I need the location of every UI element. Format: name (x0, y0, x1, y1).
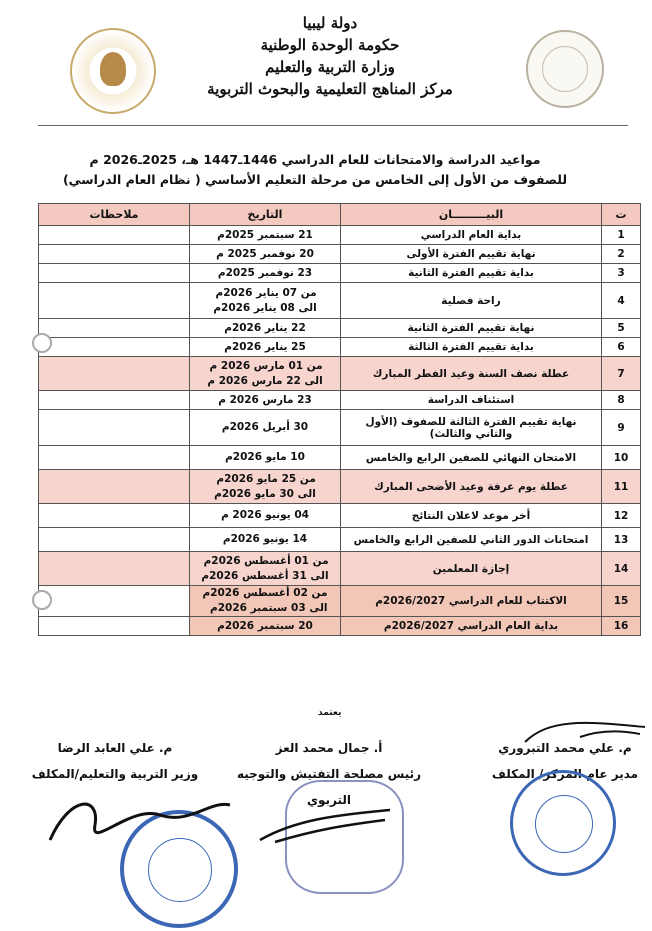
document-title (60, 150, 570, 190)
col-header-date: التاريخ (190, 204, 341, 226)
schedule-table (38, 203, 641, 636)
row-notes (39, 586, 190, 617)
row-number: 5 (602, 319, 641, 338)
row-item: الاكتتاب للعام الدراسي 2026/2027م (341, 586, 602, 617)
date-line: من 01 أغسطس 2026م (203, 554, 329, 567)
table-row (39, 245, 641, 264)
date-line: 21 سبتمبر 2025م (217, 228, 313, 241)
handwritten-signature (40, 785, 240, 855)
letterhead (180, 12, 480, 100)
col-header-notes: ملاحظات (39, 204, 190, 226)
header-line: وزارة التربية والتعليم (265, 58, 395, 76)
table-row (39, 357, 641, 391)
row-notes (39, 617, 190, 636)
row-item: إجازة المعلمين (341, 552, 602, 586)
table-row (39, 617, 641, 636)
punch-hole (32, 333, 52, 353)
row-date (190, 245, 341, 264)
center-stamp (510, 770, 616, 876)
date-line: 23 نوفمبر 2025م (217, 266, 313, 279)
row-date (190, 338, 341, 357)
row-number: 11 (602, 470, 641, 504)
row-date (190, 617, 341, 636)
row-number: 8 (602, 391, 641, 410)
row-notes (39, 283, 190, 319)
row-notes (39, 226, 190, 245)
punch-hole (32, 590, 52, 610)
row-number: 15 (602, 586, 641, 617)
row-number: 2 (602, 245, 641, 264)
title-line-2: للصفوف من الأول إلى الخامس من مرحلة التعليم الأساسي ( نظام العام الدراسي) (62, 172, 568, 187)
signature-block (10, 735, 220, 787)
row-notes (39, 264, 190, 283)
row-notes (39, 357, 190, 391)
row-date (190, 357, 341, 391)
row-item: الامتحان النهائي للصفين الرابع والخامس (341, 446, 602, 470)
date-line: الى 30 مايو 2026م (214, 487, 316, 500)
table-row (39, 504, 641, 528)
row-date (190, 504, 341, 528)
row-number: 3 (602, 264, 641, 283)
table-row (39, 338, 641, 357)
col-header-item: البيـــــــــان (341, 204, 602, 226)
table-row (39, 446, 641, 470)
signatory-title: رئيس مصلحة التفتيش والتوجيه التربوي (236, 767, 422, 807)
row-number: 9 (602, 410, 641, 446)
row-date (190, 446, 341, 470)
date-line: من 07 يناير 2026م (215, 286, 317, 299)
row-item: بداية تقييم الفترة الثالثة (341, 338, 602, 357)
date-line: 10 مايو 2026م (225, 451, 305, 463)
date-line: 20 نوفمبر 2025 م (216, 247, 314, 260)
row-date (190, 319, 341, 338)
row-notes (39, 528, 190, 552)
signatory-name: أ. جمال محمد العز (275, 741, 383, 755)
table-row (39, 552, 641, 586)
row-date (190, 283, 341, 319)
row-item: نهاية تقييم الفترة الثالثة للصفوف (الأول والثاني والثالث) (341, 410, 602, 446)
row-item: استئناف الدراسة (341, 391, 602, 410)
date-line: الى 08 يناير 2026م (213, 301, 317, 314)
row-date (190, 410, 341, 446)
row-notes (39, 338, 190, 357)
header-divider (38, 125, 628, 126)
row-item: أخر موعد لاعلان النتائج (341, 504, 602, 528)
row-item: راحة فصلية (341, 283, 602, 319)
table-row (39, 226, 641, 245)
date-line: من 02 أغسطس 2026م (202, 587, 328, 599)
date-line: الى 22 مارس 2026 م (207, 374, 323, 387)
row-number: 1 (602, 226, 641, 245)
row-item: عطلة يوم عرفة وعيد الأضحى المبارك (341, 470, 602, 504)
row-notes (39, 391, 190, 410)
title-line-1: مواعيد الدراسة والامتحانات للعام الدراسي 1446ـ1447 هـ، 2025ـ2026 م (89, 152, 541, 167)
row-number: 4 (602, 283, 641, 319)
row-date (190, 552, 341, 586)
row-notes (39, 470, 190, 504)
date-line: 30 أبريل 2026م (221, 421, 309, 433)
row-date (190, 528, 341, 552)
table-row (39, 319, 641, 338)
row-date (190, 586, 341, 617)
row-notes (39, 319, 190, 338)
table-row (39, 410, 641, 446)
handwritten-signature (520, 712, 650, 752)
row-number: 14 (602, 552, 641, 586)
date-line: الى 03 سبتمبر 2026م (210, 602, 328, 614)
header-line: حكومة الوحدة الوطنية (260, 36, 400, 54)
date-line: 22 يناير 2026م (224, 321, 306, 334)
row-notes (39, 245, 190, 264)
row-date (190, 264, 341, 283)
row-number: 7 (602, 357, 641, 391)
date-line: الى 31 أغسطس 2026م (201, 569, 329, 582)
row-item: امتحانات الدور الثاني للصفين الرابع والخامس (341, 528, 602, 552)
libya-state-emblem (526, 30, 604, 108)
signatory-title: وزير التربية والتعليم/المكلف (31, 767, 199, 781)
table-row (39, 264, 641, 283)
table-row (39, 283, 641, 319)
date-line: 14 يونيو 2026م (222, 533, 308, 545)
table-header-row (39, 204, 641, 226)
curriculum-center-logo (70, 28, 156, 114)
date-line: 04 يونيو 2026 م (221, 509, 309, 521)
row-item: نهاية تقييم الفترة الأولى (341, 245, 602, 264)
table-row (39, 528, 641, 552)
date-line: من 01 مارس 2026 م (209, 359, 323, 372)
handwritten-signature (255, 800, 395, 850)
row-date (190, 391, 341, 410)
col-header-num: ت (602, 204, 641, 226)
table-row (39, 470, 641, 504)
table-row (39, 586, 641, 617)
row-item: بداية العام الدراسي (341, 226, 602, 245)
row-number: 16 (602, 617, 641, 636)
row-date (190, 470, 341, 504)
header-line: دولة ليبيا (302, 14, 358, 32)
row-item: نهاية تقييم الفترة الثانية (341, 319, 602, 338)
date-line: 23 مارس 2026 م (218, 393, 312, 406)
signatory-name: م. علي محمد التبروري (498, 741, 632, 755)
row-item: بداية تقييم الفترة الثانية (341, 264, 602, 283)
row-item: بداية العام الدراسي 2026/2027م (341, 617, 602, 636)
date-line: 25 يناير 2026م (224, 340, 306, 353)
row-notes (39, 552, 190, 586)
signatory-name: م. علي العابد الرضا (57, 741, 173, 755)
row-notes (39, 504, 190, 528)
row-notes (39, 410, 190, 446)
row-number: 12 (602, 504, 641, 528)
row-number: 13 (602, 528, 641, 552)
row-number: 6 (602, 338, 641, 357)
row-item: عطلة نصف السنة وعيد الفطر المبارك (341, 357, 602, 391)
date-line: 20 سبتمبر 2026م (217, 619, 313, 632)
header-line: مركز المناهج التعليمية والبحوث التربوية (207, 80, 453, 98)
date-line: من 25 مايو 2026م (216, 472, 316, 485)
row-date (190, 226, 341, 245)
row-notes (39, 446, 190, 470)
signatory-title: مدير عام المركز/ المكلف (491, 767, 639, 781)
table-row (39, 391, 641, 410)
row-number: 10 (602, 446, 641, 470)
approval-label: يعتمد (318, 708, 342, 718)
